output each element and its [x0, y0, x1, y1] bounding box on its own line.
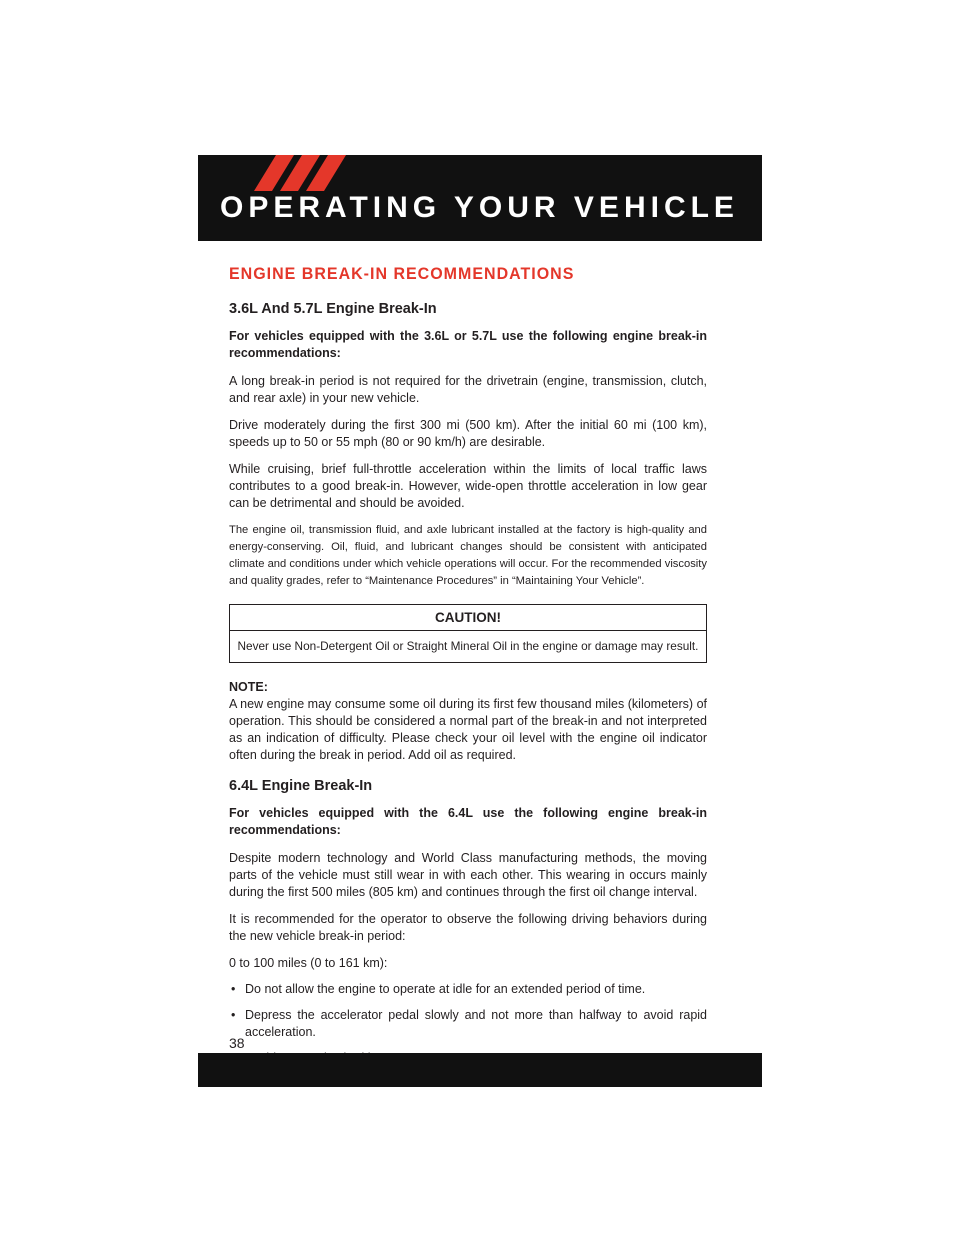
paragraph: Drive moderately during the first 300 mi (500 km). After the initial 60 mi (100 km), speeds up to 50 or 55 mph (80 or 90 km/h) are desirable.	[229, 418, 707, 449]
chapter-title: OPERATING YOUR VEHICLE	[220, 191, 739, 224]
caution-title: CAUTION!	[230, 605, 706, 631]
lead-paragraph-3-6l-5-7l: For vehicles equipped with the 3.6L or 5.7L use the following engine break-in recommendations:	[229, 329, 707, 360]
chapter-header-band	[198, 155, 762, 241]
list-item	[229, 1007, 707, 1041]
subsection-heading-6-4l: 6.4L Engine Break-In	[229, 778, 373, 794]
bullet-icon: •	[231, 1008, 236, 1022]
lead-paragraph-6-4l: For vehicles equipped with the 6.4L use the following engine break-in recommendations:	[229, 806, 707, 837]
stripes-icon	[246, 155, 346, 191]
footer-band	[198, 1053, 762, 1087]
list-item-text: Do not allow the engine to operate at idle for an extended period of time.	[245, 982, 646, 996]
note-label: NOTE:	[229, 680, 268, 694]
paragraph: A long break-in period is not required for the drivetrain (engine, transmission, clutch, and rear axle) in your new vehicle.	[229, 374, 707, 405]
page-number: 38	[229, 1035, 245, 1051]
note-text: A new engine may consume some oil during its first few thousand miles (kilometers) of operation. This should be considered a normal part of the break-in and not interpreted as an indication of difficulty. Please check your oil level with the engine oil indicator often during the break in period. Add oil as required.	[229, 697, 707, 762]
caution-text: Never use Non-Detergent Oil or Straight Mineral Oil in the engine or damage may result.	[237, 639, 699, 653]
bullet-icon: •	[231, 982, 236, 996]
paragraph: Despite modern technology and World Class manufacturing methods, the moving parts of the vehicle must still wear in with each other. This wearing in occurs mainly during the first 500 miles (805 km) and continues through the first oil change interval.	[229, 851, 707, 899]
list-item-text: Depress the accelerator pedal slowly and not more than halfway to avoid rapid acceleration.	[245, 1008, 707, 1039]
paragraph: It is recommended for the operator to observe the following driving behaviors during the new vehicle break-in period:	[229, 912, 707, 943]
fluid-info-paragraph: The engine oil, transmission fluid, and axle lubricant installed at the factory is high-quality and energy-conserving. Oil, fluid, and lubricant changes should be consistent with anticipated climate and conditions under which vehicle operations will occur. For the recommended viscosity and quality grades, refer to “Maintenance Procedures” in “Maintaining Your Vehicle”.	[229, 524, 707, 587]
paragraph: While cruising, brief full-throttle acceleration within the limits of local traffic laws contributes to a good break-in. However, wide-open throttle acceleration in low gear can be detrimental and should be avoided.	[229, 462, 707, 510]
caution-box	[229, 604, 707, 663]
section-title: ENGINE BREAK-IN RECOMMENDATIONS	[229, 265, 575, 284]
list-item	[229, 981, 707, 998]
subsection-heading-3-6l-5-7l: 3.6L And 5.7L Engine Break-In	[229, 301, 437, 317]
page-content	[229, 266, 707, 1076]
mileage-range: 0 to 100 miles (0 to 161 km):	[229, 956, 388, 970]
